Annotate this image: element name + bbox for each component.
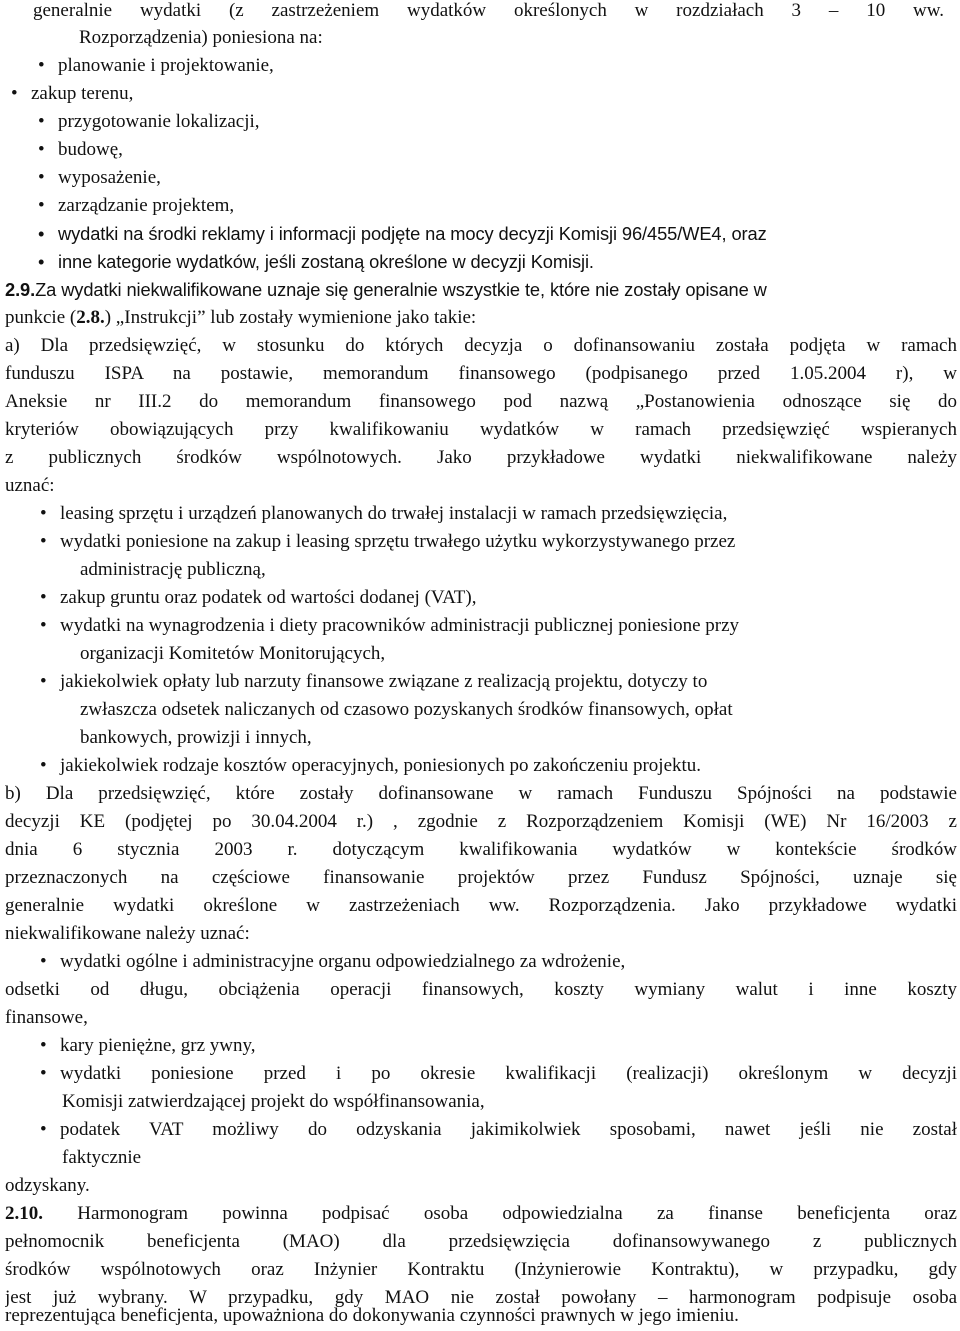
- bullet-icon: •: [40, 755, 47, 776]
- list-item: • wydatki poniesione na zakup i leasing sprzętu trwałego użytku wykorzystywanego przez: [40, 528, 960, 556]
- bullet-icon: •: [40, 1063, 47, 1084]
- list-item-continuation: administrację publiczną,: [80, 559, 266, 580]
- bullet-icon: •: [40, 587, 47, 608]
- text-line: pełnomocnik beneficjenta (MAO) dla przedsięwzięcia dofinansowywanego z publicznych: [5, 1231, 957, 1252]
- text-line: punkcie (2.8.) „Instrukcji” lub zostały wymienione jako takie:: [5, 307, 477, 328]
- bullet-icon: •: [38, 251, 45, 272]
- text-line: funduszu ISPA na postawie, memorandum finansowego (podpisanego przed 1.05.2004 r), w: [5, 363, 957, 384]
- text-line: generalnie wydatki (z zastrzeżeniem wydatków określonych w rozdziałach 3 – 10 ww.: [33, 0, 944, 21]
- bullet-icon: •: [40, 1119, 47, 1140]
- list-item: • zakup gruntu oraz podatek od wartości dodanej (VAT),: [40, 584, 960, 612]
- text-line: Rozporządzenia) poniesiona na:: [79, 27, 323, 48]
- text-line: reprezentująca beneficjenta, upoważniona do dokonywania czynności prawnych w jego imieniu.: [5, 1305, 739, 1326]
- list-item: • jakiekolwiek rodzaje kosztów operacyjnych, poniesionych po zakończeniu projektu.: [40, 752, 960, 780]
- section-number: 2.9.: [5, 279, 36, 300]
- text-line: 2.10. Harmonogram powinna podpisać osoba odpowiedzialna za finanse beneficjenta oraz: [5, 1203, 957, 1224]
- list-item: • podatek VAT możliwy do odzyskania jakimikolwiek sposobami, nawet jeśli nie został: [40, 1116, 957, 1144]
- text-line: finansowe,: [5, 1007, 88, 1028]
- text-line: niekwalifikowane należy uznać:: [5, 923, 250, 944]
- bullet-icon: •: [38, 195, 45, 216]
- list-item: • budowę,: [38, 136, 960, 164]
- list-item-continuation: Komisji zatwierdzającej projekt do współfinansowania,: [62, 1091, 485, 1112]
- bullet-icon: •: [40, 951, 47, 972]
- list-item: • leasing sprzętu i urządzeń planowanych do trwałej instalacji w ramach przedsięwzięcia,: [40, 500, 960, 528]
- bullet-icon: •: [40, 531, 47, 552]
- section-number: 2.10.: [5, 1203, 43, 1224]
- list-item-continuation: organizacji Komitetów Monitorujących,: [80, 643, 386, 664]
- list-item: • wydatki ogólne i administracyjne organu odpowiedzialnego za wdrożenie,: [40, 948, 960, 976]
- list-item-continuation: zwłaszcza odsetek naliczanych od czasowo pozyskanych środków finansowych, opłat: [80, 699, 733, 720]
- list-item: • wydatki na środki reklamy i informacji podjęte na mocy decyzji Komisji 96/455/WE4, oraz: [38, 220, 960, 248]
- reference-number: 2.8.: [76, 307, 105, 328]
- text-line: odsetki od długu, obciążenia operacji finansowych, koszty wymiany walut i inne koszty: [5, 979, 957, 1000]
- list-item: • przygotowanie lokalizacji,: [38, 108, 960, 136]
- bullet-icon: •: [38, 55, 45, 76]
- text-line: a) Dla przedsięwzięć, w stosunku do których decyzja o dofinansowaniu została podjęta w ramach: [5, 335, 957, 356]
- text-line: generalnie wydatki określone w zastrzeżeniach ww. Rozporządzenia. Jako przykładowe wydatki: [5, 895, 957, 916]
- text-line: decyzji KE (podjętej po 30.04.2004 r.) , zgodnie z Rozporządzeniem Komisji (WE) Nr 16/2003 z: [5, 811, 957, 832]
- list-item-continuation: faktycznie: [62, 1147, 142, 1168]
- bullet-icon: •: [38, 223, 45, 244]
- list-item: • wydatki na wynagrodzenia i diety pracowników administracji publicznej poniesione przy: [40, 612, 960, 640]
- text-line: z publicznych środków wspólnotowych. Jako przykładowe wydatki niekwalifikowane należy: [5, 447, 957, 468]
- bullet-icon: •: [40, 1035, 47, 1056]
- list-item: • kary pieniężne, grz ywny,: [40, 1032, 960, 1060]
- list-item-continuation: odzyskany.: [5, 1175, 90, 1196]
- list-item: • planowanie i projektowanie,: [38, 52, 960, 80]
- bullet-icon: •: [40, 503, 47, 524]
- text-line: jest już wybrany. W przypadku, gdy MAO nie został powołany – harmonogram podpisuje osoba: [5, 1287, 957, 1308]
- bullet-icon: •: [38, 167, 45, 188]
- text-line: środków wspólnotowych oraz Inżynier Kontraktu (Inżynierowie Kontraktu), w przypadku, gdy: [5, 1259, 957, 1280]
- list-item: • inne kategorie wydatków, jeśli zostaną określone w decyzji Komisji.: [38, 248, 960, 276]
- text-line: uznać:: [5, 475, 55, 496]
- bullet-icon: •: [40, 615, 47, 636]
- section-2-9-heading: 2.9.Za wydatki niekwalifikowane uznaje się generalnie wszystkie te, które nie zostały opisane w: [5, 279, 767, 300]
- text-line: dnia 6 stycznia 2003 r. dotyczącym kwalifikowania wydatków w kontekście środków: [5, 839, 957, 860]
- bullet-icon: •: [38, 111, 45, 132]
- list-item: • zarządzanie projektem,: [38, 192, 960, 220]
- list-item: • jakiekolwiek opłaty lub narzuty finansowe związane z realizacją projektu, dotyczy to: [40, 668, 960, 696]
- text-line: przeznaczonych na częściowe finansowanie projektów przez Fundusz Spójności, uznaje się: [5, 867, 957, 888]
- list-item-continuation: bankowych, prowizji i innych,: [80, 727, 312, 748]
- list-item: • zakup terenu,: [11, 80, 960, 108]
- list-item: • wydatki poniesione przed i po okresie kwalifikacji (realizacji) określonym w decyzji: [40, 1060, 957, 1088]
- text-line: b) Dla przedsięwzięć, które zostały dofinansowane w ramach Funduszu Spójności na podstawie: [5, 783, 957, 804]
- list-item: • wyposażenie,: [38, 164, 960, 192]
- bullet-icon: •: [38, 139, 45, 160]
- bullet-icon: •: [11, 83, 18, 104]
- text-line: Aneksie nr III.2 do memorandum finansowego pod nazwą „Postanowienia odnoszące się do: [5, 391, 957, 412]
- bullet-icon: •: [40, 671, 47, 692]
- text-line: kryteriów obowiązujących przy kwalifikowaniu wydatków w ramach przedsięwzięć wspieranych: [5, 419, 957, 440]
